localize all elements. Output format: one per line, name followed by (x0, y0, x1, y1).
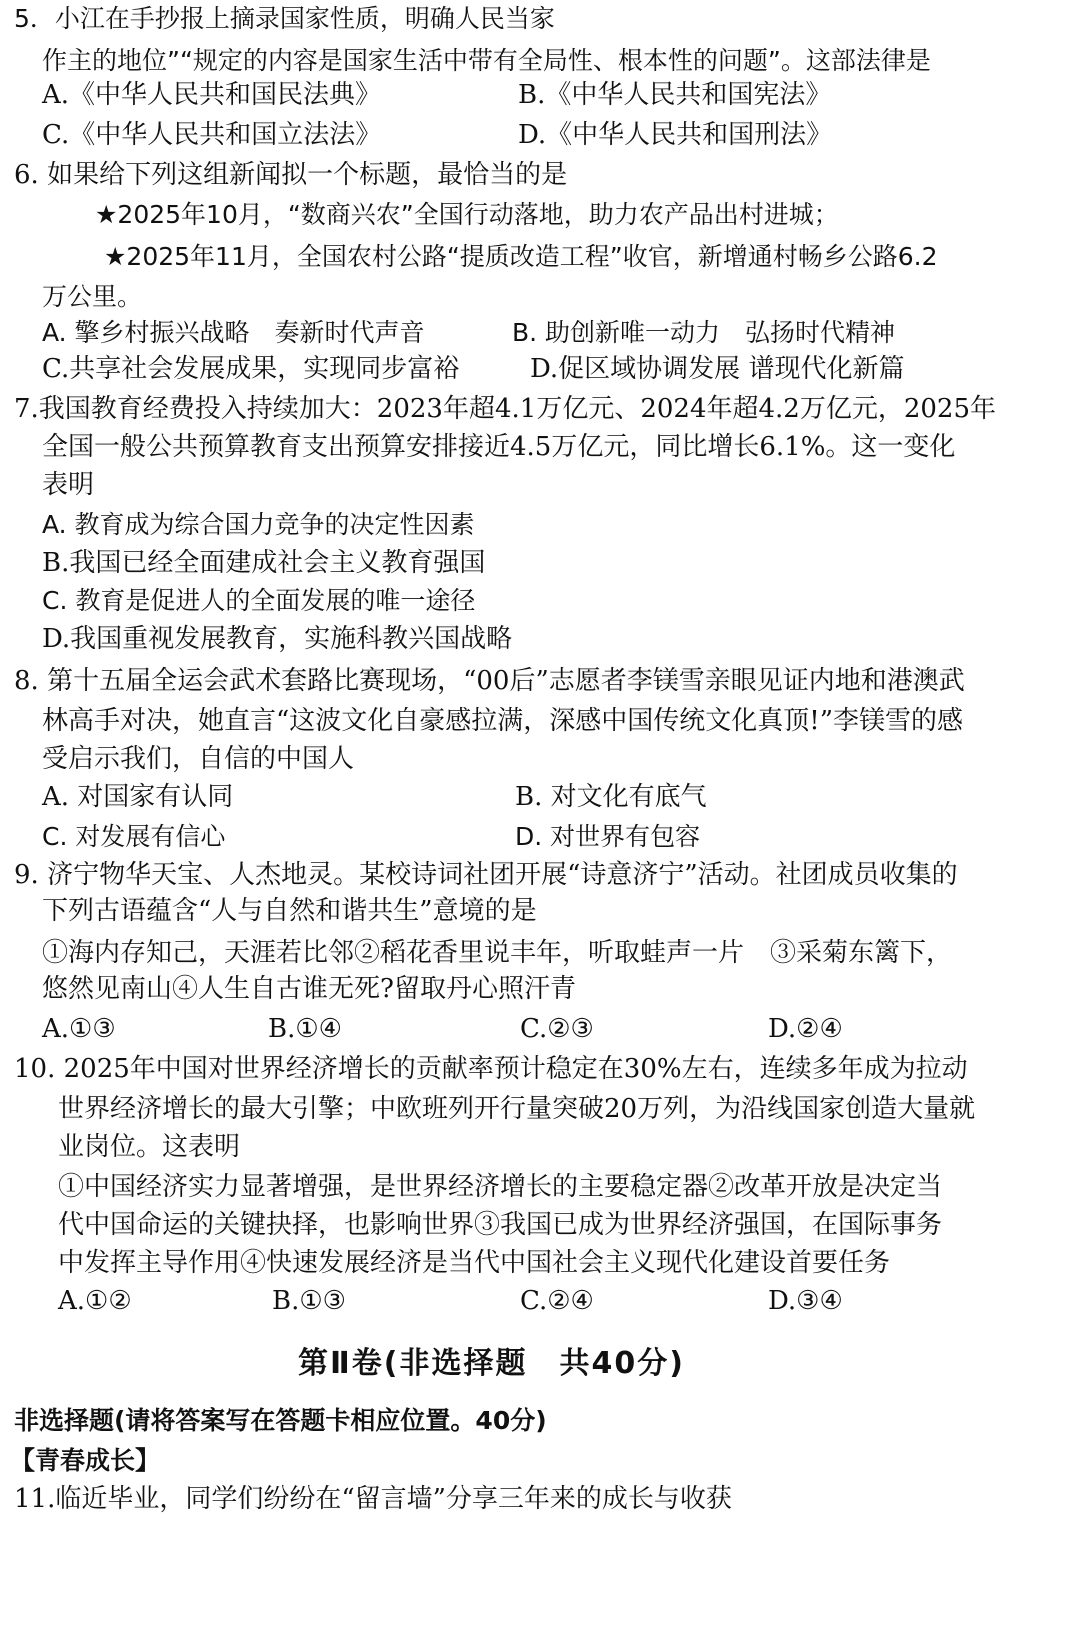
q6-news-2b: 万公里。 (42, 282, 143, 311)
q6-option-d: D.促区域协调发展 谱现代化新篇 (530, 354, 905, 384)
q6-stem: 6. 如果给下列这组新闻拟一个标题，最恰当的是 (14, 160, 568, 190)
q5-stem-line2: 作主的地位”“规定的内容是国家生活中带有全局性、根本性的问题”。这部法律是 (42, 46, 931, 75)
q8-stem-line3: 受启示我们，自信的中国人 (42, 744, 355, 774)
q9-option-c: C.②③ (520, 1014, 594, 1044)
q7-option-c: C. 教育是促进人的全面发展的唯一途径 (42, 586, 476, 615)
q7-stem-line1: 7.我国教育经费投入持续加大：2023年超4.1万亿元、2024年超4.2万亿元，2025年 (14, 394, 997, 424)
q5-option-d: D.《中华人民共和国刑法》 (518, 120, 833, 150)
q10-option-b: B.①③ (272, 1286, 346, 1316)
q7-option-d: D.我国重视发展教育，实施科教兴国战略 (42, 624, 513, 654)
q5-option-b: B.《中华人民共和国宪法》 (518, 80, 832, 110)
topic-heading: 【青春成长】 (10, 1446, 161, 1475)
q10-stem-line1: 10. 2025年中国对世界经济增长的贡献率预计稳定在30%左右，连续多年成为拉动 (14, 1054, 968, 1084)
q6-news-2a: ★2025年11月，全国农村公路“提质改造工程”收官，新增通村畅乡公路6.2 (104, 242, 938, 271)
q10-option-c: C.②④ (520, 1286, 594, 1316)
q9-option-d: D.②④ (768, 1014, 843, 1044)
q9-items-line2: 悠然见南山④人生自古谁无死?留取丹心照汗青 (42, 974, 576, 1004)
q9-items-line1: ①海内存知己，天涯若比邻②稻花香里说丰年，听取蛙声一片 ③采菊东篱下， (42, 938, 953, 968)
q9-stem-line2: 下列古语蕴含“人与自然和谐共生”意境的是 (42, 896, 537, 926)
q7-stem-line3: 表明 (42, 470, 95, 500)
q10-items-line1: ①中国经济实力显著增强，是世界经济增长的主要稳定器②改革开放是决定当 (58, 1172, 943, 1202)
q11-stem: 11.临近毕业，同学们纷纷在“留言墙”分享三年来的成长与收获 (14, 1484, 732, 1514)
q10-items-line2: 代中国命运的关键抉择，也影响世界③我国已成为世界经济强国，在国际事务 (58, 1210, 943, 1240)
section-title: 第Ⅱ卷(非选择题 共40分) (298, 1346, 685, 1381)
q7-stem-line2: 全国一般公共预算教育支出预算安排接近4.5万亿元，同比增长6.1%。这一变化 (42, 432, 956, 462)
q10-stem-line2: 世界经济增长的最大引擎；中欧班列开行量突破20万列，为沿线国家创造大量就 (58, 1094, 976, 1124)
q10-option-d: D.③④ (768, 1286, 843, 1316)
q6-news-1: ★2025年10月，“数商兴农”全国行动落地，助力农产品出村进城； (95, 200, 839, 229)
q7-option-b: B.我国已经全面建成社会主义教育强国 (42, 548, 486, 578)
q9-option-b: B.①④ (268, 1014, 342, 1044)
q10-option-a: A.①② (58, 1286, 132, 1316)
q7-option-a: A. 教育成为综合国力竞争的决定性因素 (42, 510, 475, 539)
q5-stem-line1: 5．小江在手抄报上摘录国家性质，明确人民当家 (14, 4, 555, 33)
q8-option-a: A. 对国家有认同 (42, 782, 234, 812)
q8-option-d: D. 对世界有包容 (515, 822, 701, 851)
q5-option-a: A.《中华人民共和国民法典》 (42, 80, 382, 110)
q6-option-a: A. 擎乡村振兴战略 奏新时代声音 (42, 318, 425, 347)
q5-option-c: C.《中华人民共和国立法法》 (42, 120, 382, 150)
q6-option-c: C.共享社会发展成果，实现同步富裕 (42, 354, 460, 384)
q10-stem-line3: 业岗位。这表明 (58, 1132, 241, 1162)
q8-option-b: B. 对文化有底气 (515, 782, 707, 812)
section-subtitle: 非选择题(请将答案写在答题卡相应位置。40分) (14, 1406, 547, 1435)
q9-stem-line1: 9. 济宁物华天宝、人杰地灵。某校诗词社团开展“诗意济宁”活动。社团成员收集的 (14, 860, 958, 890)
q6-option-b: B. 助创新唯一动力 弘扬时代精神 (512, 318, 896, 347)
q8-option-c: C. 对发展有信心 (42, 822, 226, 851)
q8-stem-line1: 8. 第十五届全运会武术套路比赛现场，“00后”志愿者李镁雪亲眼见证内地和港澳武 (14, 666, 965, 696)
q10-items-line3: 中发挥主导作用④快速发展经济是当代中国社会主义现代化建设首要任务 (58, 1248, 891, 1278)
q8-stem-line2: 林高手对决，她直言“这波文化自豪感拉满，深感中国传统文化真顶!”李镁雪的感 (42, 706, 964, 736)
q9-option-a: A.①③ (42, 1014, 116, 1044)
